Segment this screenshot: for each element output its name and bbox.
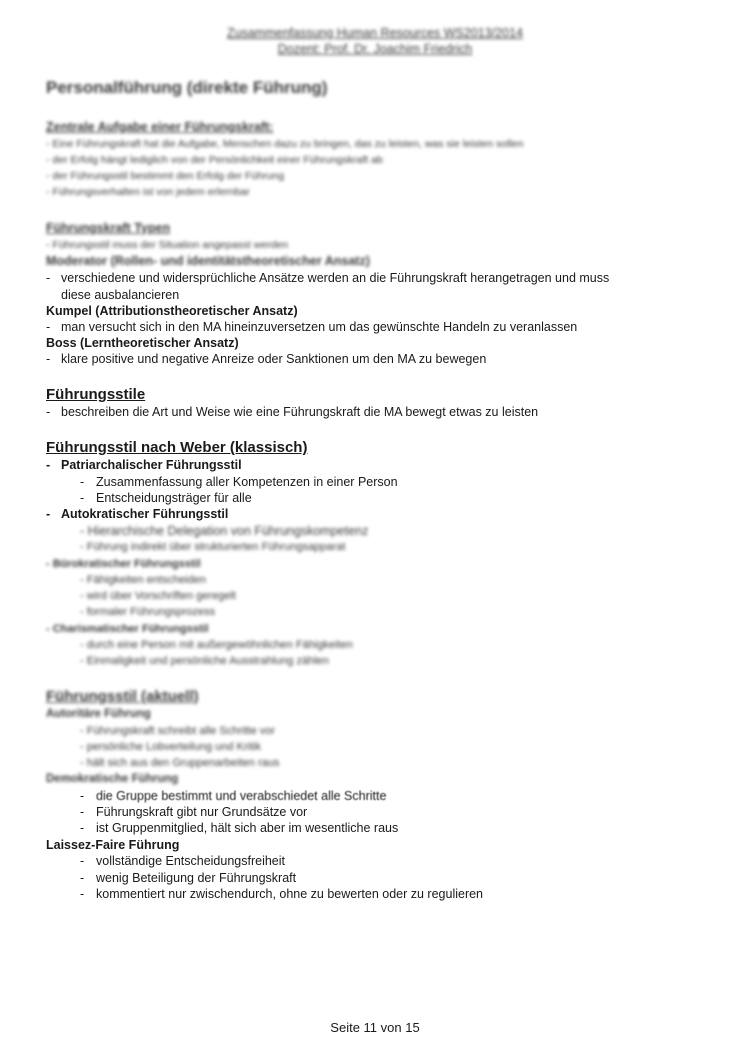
moderator-text-1: verschiedene und widersprüchliche Ansätze werden an die Führungskraft herangetragen und muss (61, 271, 610, 285)
header-lecturer: Dozent: Prof. Dr. Joachim Friedrich (277, 42, 473, 56)
dash-marker (80, 491, 84, 505)
list-item: Führungskraft gibt nur Grundsätze vor (96, 805, 308, 819)
list-item: - wird über Vorschriften geregelt (80, 590, 236, 602)
kumpel-text: man versucht sich in den MA hineinzuversetzen um das gewünschte Handeln zu veranlassen (61, 320, 578, 334)
boss-label: Boss (Lerntheoretischer Ansatz) (46, 336, 239, 350)
list-item: - persönliche Lobverteilung und Kritik (80, 741, 262, 753)
buerokratisch-label: - Bürokratischer Führungsstil (46, 558, 201, 570)
page-number: Seite 11 von 15 (330, 1020, 420, 1035)
page-title: Personalführung (direkte Führung) (46, 78, 328, 97)
aufgaben-heading: Zentrale Aufgabe einer Führungskraft: (46, 120, 274, 134)
charismatisch-label: - Charismatischer Führungsstil (46, 623, 209, 635)
list-item: - durch eine Person mit außergewöhnlichen Fähigkeiten (80, 639, 353, 651)
header-course: Zusammenfassung Human Resources WS2013/2014 (227, 26, 523, 40)
list-item: - Führungskraft schreibt alle Schritte vor (80, 725, 276, 737)
list-item: - hält sich aus den Gruppenarbeiten raus (80, 757, 280, 769)
list-item: - Hierarchische Delegation von Führungskompetenz (80, 524, 369, 538)
demokratisch-label: Demokratische Führung (46, 773, 179, 785)
list-item: vollständige Entscheidungsfreiheit (96, 854, 286, 868)
moderator-label: Moderator (Rollen- und identitätstheoretischer Ansatz) (46, 254, 370, 268)
list-item: - der Erfolg hängt lediglich von der Persönlichkeit einer Führungskraft ab (46, 154, 383, 166)
dash-marker: - (46, 458, 51, 472)
typen-intro: - Führungsstil muss der Situation angepasst werden (46, 239, 289, 251)
dash-marker (80, 821, 84, 835)
dash-marker (46, 320, 50, 334)
typen-heading: Führungskraft Typen (46, 221, 171, 235)
autoritaer-label: Autoritäre Führung (46, 708, 151, 720)
list-item: Entscheidungsträger für alle (96, 491, 252, 505)
dash-marker: - (46, 507, 51, 521)
list-item: - Eine Führungskraft hat die Aufgabe, Menschen dazu zu bringen, das zu leisten, was sie leisten sollen (46, 138, 524, 150)
weber-heading: Führungsstil nach Weber (klassisch) (46, 439, 308, 456)
list-item: - Einmaligkeit und persönliche Ausstrahlung zählen (80, 655, 329, 667)
dash-marker (46, 352, 50, 366)
dash-marker (80, 854, 84, 868)
list-item: - Fähigkeiten entscheiden (80, 574, 206, 586)
dash-marker (80, 871, 84, 885)
list-item: die Gruppe bestimmt und verabschiedet alle Schritte (96, 789, 387, 803)
list-item: wenig Beteiligung der Führungskraft (96, 871, 297, 885)
boss-text: klare positive und negative Anreize oder Sanktionen um den MA zu bewegen (61, 352, 487, 366)
moderator-text-2: diese ausbalancieren (61, 288, 180, 302)
dash-marker (46, 271, 50, 285)
dash-marker (46, 405, 50, 419)
dash-marker (80, 475, 84, 489)
dash-marker (80, 887, 84, 901)
list-item: - Führung indirekt über strukturierten Führungsapparat (80, 541, 346, 553)
list-item: ist Gruppenmitglied, hält sich aber im wesentliche raus (96, 821, 399, 835)
list-item: kommentiert nur zwischendurch, ohne zu bewerten oder zu regulieren (96, 887, 484, 901)
dash-marker (80, 789, 84, 803)
list-item: - formaler Führungsprozess (80, 606, 216, 618)
aktuell-heading: Führungsstil (aktuell) (46, 688, 199, 705)
list-item: Zusammenfassung aller Kompetenzen in einer Person (96, 475, 398, 489)
stile-text: beschreiben die Art und Weise wie eine Führungskraft die MA bewegt etwas zu leisten (61, 405, 539, 419)
list-item: - Führungsverhalten ist von jedem erlernbar (46, 186, 250, 198)
patriarchal-label: Patriarchalischer Führungsstil (61, 458, 242, 472)
list-item: - der Führungsstil bestimmt den Erfolg der Führung (46, 170, 285, 182)
kumpel-label: Kumpel (Attributionstheoretischer Ansatz) (46, 304, 298, 318)
stile-heading: Führungsstile (46, 386, 146, 403)
laissez-label: Laissez-Faire Führung (46, 838, 180, 852)
autokratisch-label: Autokratischer Führungsstil (61, 507, 229, 521)
dash-marker (80, 805, 84, 819)
